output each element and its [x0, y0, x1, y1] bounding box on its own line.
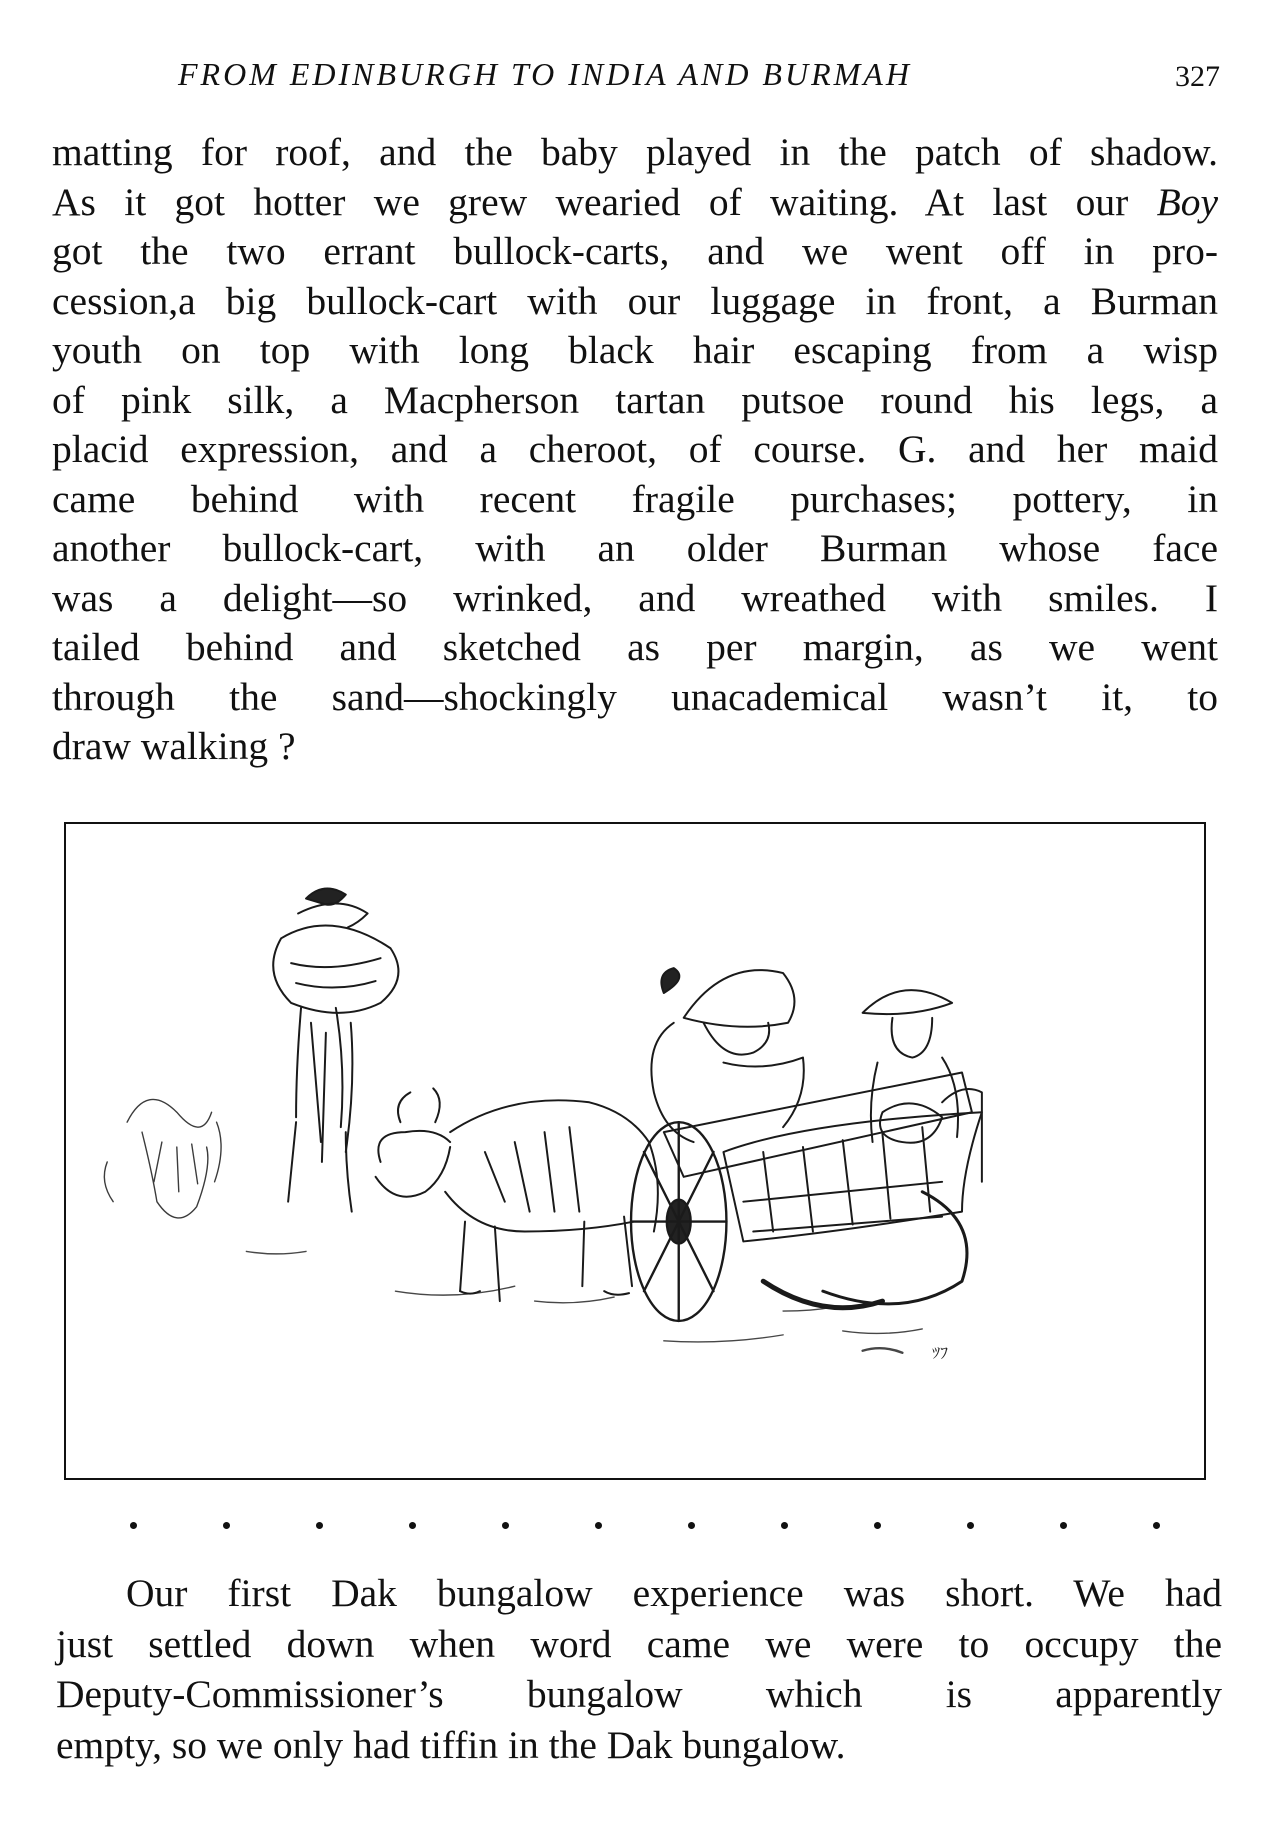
- dot: [1060, 1522, 1067, 1529]
- text-line: got the two errant bullock-carts, and we went off in pro-: [52, 229, 1218, 273]
- sketch-illustration: [64, 822, 1206, 1480]
- dot: [874, 1522, 881, 1529]
- text-line: of pink silk, a Macpherson tartan putsoe round his legs, a: [52, 377, 1218, 422]
- woman-straw-hat-sketch: [651, 968, 803, 1142]
- text-line: Our first Dak bungalow experience was short. We had: [126, 1571, 1222, 1615]
- text-line: came behind with recent fragile purchases; pottery, in: [52, 476, 1218, 521]
- text-line: cession,a big bullock-cart with our luggage in front, a Burman: [52, 278, 1218, 323]
- cart-body-sketch: [664, 1072, 982, 1307]
- dot: [223, 1522, 230, 1529]
- text-line: just settled down when word came we were to occupy the: [56, 1621, 1222, 1666]
- running-title: FROM EDINBURGH TO INDIA AND BURMAH: [178, 56, 912, 92]
- text-line: draw walking ?: [52, 724, 296, 768]
- text-line: As it got hotter we grew wearied of waiting. At last our Boy: [52, 179, 1218, 224]
- dot: [967, 1522, 974, 1529]
- text-line: tailed behind and sketched as per margin, as we went: [52, 625, 1218, 669]
- dot: [688, 1522, 695, 1529]
- faint-bullock-sketch: [104, 1099, 221, 1217]
- dot: [781, 1522, 788, 1529]
- text-line: was a delight—so wrinked, and wreathed with smiles. I: [52, 575, 1218, 620]
- dot: [316, 1522, 323, 1529]
- ox-sketch: [376, 1088, 658, 1301]
- dot: [502, 1522, 509, 1529]
- italic-word: Boy: [1156, 179, 1218, 224]
- paragraph-1: [52, 128, 1218, 772]
- dot: [595, 1522, 602, 1529]
- running-header: [52, 56, 1220, 100]
- text-line: youth on top with long black hair escaping from a wisp: [52, 328, 1218, 372]
- porter-figure-sketch: [273, 888, 398, 1211]
- dot: [130, 1522, 137, 1529]
- ground-sketch: [246, 1251, 922, 1352]
- artist-signature: ﾂﾌ: [932, 1345, 949, 1363]
- text-line: Deputy-Commissioner’s bungalow which is apparently: [56, 1672, 1222, 1716]
- text-line: matting for roof, and the baby played in the patch of shadow.: [52, 130, 1218, 174]
- dot: [409, 1522, 416, 1529]
- section-break-dots: [130, 1522, 1160, 1542]
- page-number: 327: [1175, 60, 1220, 93]
- text-line: another bullock-cart, with an older Burman whose face: [52, 526, 1218, 570]
- text-line: empty, so we only had tiffin in the Dak bungalow.: [56, 1722, 846, 1767]
- text-line: through the sand—shockingly unacademical wasn’t it, to: [52, 674, 1218, 719]
- dot: [1153, 1522, 1160, 1529]
- cart-wheel-sketch: [631, 1122, 726, 1321]
- paragraph-2: [56, 1568, 1222, 1770]
- text-line: placid expression, and a cheroot, of course. G. and her maid: [52, 427, 1218, 471]
- bullock-cart-sketch: [66, 824, 1204, 1478]
